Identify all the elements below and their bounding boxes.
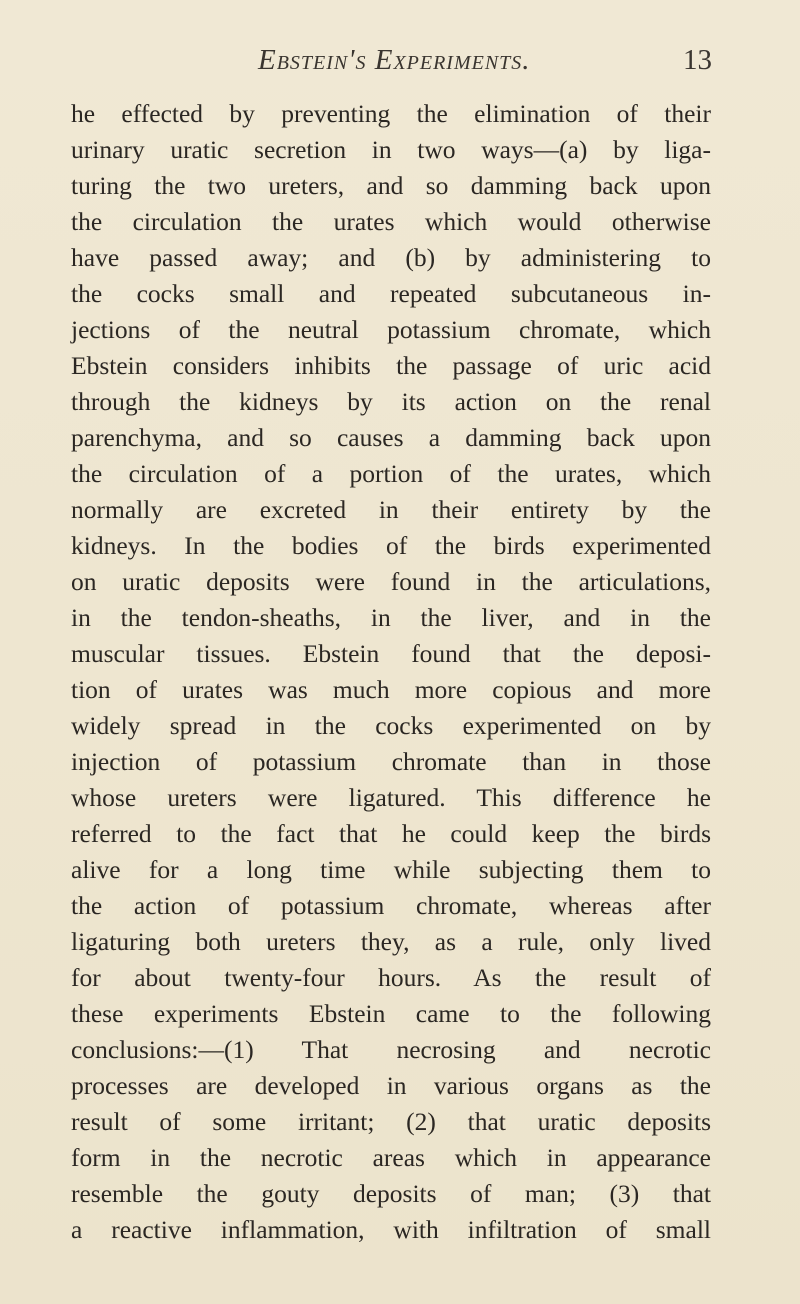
- text-line: the action of potassium chromate, whereas after: [71, 891, 711, 920]
- text-line: have passed away; and (b) by administering to: [71, 243, 711, 272]
- text-line: whose ureters were ligatured. This difference he: [71, 783, 711, 812]
- text-line: ligaturing both ureters they, as a rule, only lived: [71, 927, 711, 956]
- text-line: normally are excreted in their entirety by the: [71, 495, 711, 524]
- text-line: kidneys. In the bodies of the birds experimented: [71, 531, 711, 560]
- page-number: 13: [683, 44, 712, 76]
- text-line: form in the necrotic areas which in appearance: [71, 1143, 711, 1172]
- text-line: he effected by preventing the elimination of their: [71, 99, 711, 128]
- text-line: Ebstein considers inhibits the passage of uric acid: [71, 351, 711, 380]
- text-line: through the kidneys by its action on the renal: [71, 387, 711, 416]
- text-line: tion of urates was much more copious and more: [71, 675, 711, 704]
- text-line: result of some irritant; (2) that uratic deposits: [71, 1107, 711, 1136]
- running-head: [0, 44, 800, 84]
- text-line: on uratic deposits were found in the articulations,: [71, 567, 711, 596]
- text-line: parenchyma, and so causes a damming back upon: [71, 423, 711, 452]
- text-line: these experiments Ebstein came to the following: [71, 999, 711, 1028]
- text-line: the cocks small and repeated subcutaneous in-: [71, 279, 711, 308]
- text-line: widely spread in the cocks experimented on by: [71, 711, 711, 740]
- text-line: injection of potassium chromate than in those: [71, 747, 711, 776]
- text-line: in the tendon-sheaths, in the liver, and in the: [71, 603, 711, 632]
- text-line: alive for a long time while subjecting them to: [71, 855, 711, 884]
- text-line: referred to the fact that he could keep the birds: [71, 819, 711, 848]
- text-line: muscular tissues. Ebstein found that the deposi-: [71, 639, 711, 668]
- text-line: conclusions:—(1) That necrosing and necrotic: [71, 1035, 711, 1064]
- text-line: resemble the gouty deposits of man; (3) that: [71, 1179, 711, 1208]
- text-line: the circulation the urates which would otherwise: [71, 207, 711, 236]
- text-line: turing the two ureters, and so damming back upon: [71, 171, 711, 200]
- running-title: Ebstein's Experiments.: [258, 44, 531, 76]
- text-line: for about twenty-four hours. As the result of: [71, 963, 711, 992]
- text-line: a reactive inflammation, with infiltration of small: [71, 1215, 711, 1244]
- text-line: the circulation of a portion of the urates, which: [71, 459, 711, 488]
- text-line: jections of the neutral potassium chromate, which: [71, 315, 711, 344]
- text-line: urinary uratic secretion in two ways—(a) by liga-: [71, 135, 711, 164]
- text-line: processes are developed in various organs as the: [71, 1071, 711, 1100]
